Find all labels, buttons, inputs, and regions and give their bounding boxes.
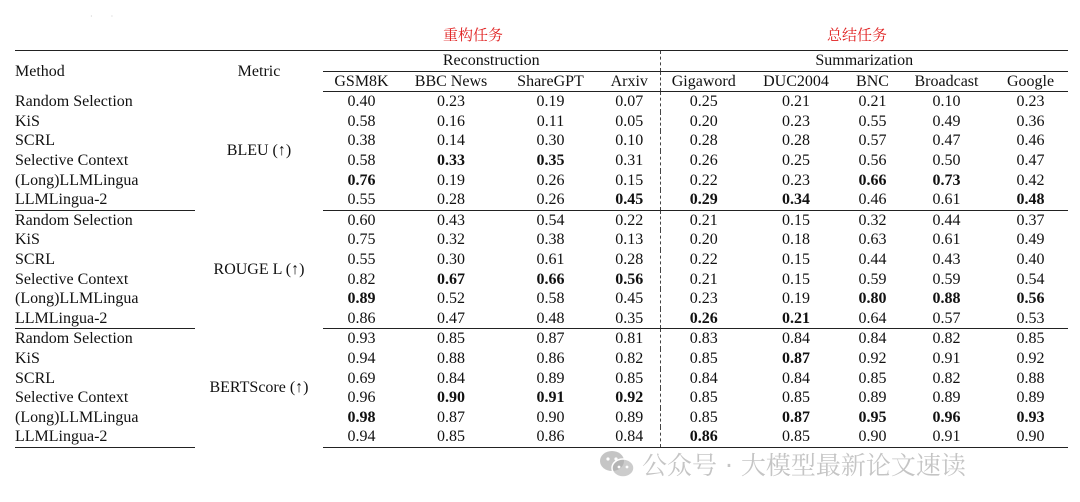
value-cell: 0.84	[782, 369, 810, 387]
wechat-icon	[598, 449, 636, 479]
method-cell: Random Selection	[15, 211, 133, 229]
value-cell: 0.85	[660, 388, 747, 408]
value-cell: 0.56	[615, 270, 644, 288]
group-header-reconstruction: Reconstruction	[323, 51, 660, 72]
method-cell: Random Selection	[15, 330, 133, 348]
value-cell: 0.23	[660, 289, 747, 309]
method-cell: Random Selection	[15, 92, 133, 110]
value-cell: 0.76	[347, 171, 376, 189]
value-cell: 0.81	[615, 330, 644, 348]
value-cell: 0.86	[502, 427, 599, 447]
value-cell: 0.19	[782, 290, 810, 308]
value-cell: 0.58	[347, 151, 376, 169]
value-cell: 0.84	[858, 330, 887, 348]
column-header: Arxiv	[599, 71, 660, 92]
value-cell: 0.60	[347, 211, 376, 229]
method-cell: (Long)LLMLingua	[15, 408, 139, 426]
value-cell: 0.53	[993, 309, 1068, 329]
value-cell: 0.32	[858, 211, 887, 229]
value-cell: 0.21	[782, 93, 810, 111]
value-cell: 0.96	[932, 408, 961, 426]
value-cell: 0.52	[437, 290, 465, 308]
value-cell: 0.86	[536, 349, 565, 367]
value-cell: 0.31	[615, 151, 644, 169]
value-cell: 0.87	[782, 408, 810, 426]
value-cell: 0.61	[536, 250, 565, 268]
value-cell: 0.49	[1016, 231, 1045, 249]
metric-cell: BLEU (↑)	[226, 142, 292, 160]
value-cell: 0.49	[932, 112, 961, 130]
value-cell: 0.84	[599, 427, 660, 447]
column-header: DUC2004	[747, 71, 845, 92]
value-cell: 0.38	[347, 132, 376, 150]
value-cell: 0.87	[782, 349, 810, 367]
value-cell: 0.46	[845, 190, 900, 210]
column-header: Gigaword	[660, 71, 747, 92]
value-cell: 0.90	[536, 408, 565, 426]
value-cell: 0.43	[932, 250, 961, 268]
table-row	[15, 210, 1068, 230]
value-cell: 0.36	[1016, 112, 1045, 130]
value-cell: 0.59	[858, 270, 887, 288]
value-cell: 0.56	[1016, 290, 1045, 308]
table-row	[15, 349, 1068, 369]
value-cell: 0.23	[782, 112, 810, 130]
method-cell: Selective Context	[15, 389, 129, 407]
annotation-reconstruction-cn: 重构任务	[443, 26, 504, 44]
value-cell: 0.59	[932, 270, 961, 288]
table-row	[15, 329, 1068, 349]
value-cell: 0.47	[932, 132, 961, 150]
value-cell: 0.45	[599, 190, 660, 210]
value-cell: 0.88	[437, 349, 465, 367]
table-row	[15, 369, 1068, 389]
column-header: Google	[993, 71, 1068, 92]
value-cell: 0.19	[536, 93, 565, 111]
value-cell: 0.90	[845, 427, 900, 447]
value-cell: 0.91	[932, 349, 961, 367]
scan-specks: · ·	[90, 12, 122, 21]
value-cell: 0.33	[437, 151, 465, 169]
value-cell: 0.85	[858, 369, 887, 387]
value-cell: 0.90	[993, 427, 1068, 447]
value-cell: 0.05	[615, 112, 644, 130]
value-cell: 0.91	[900, 427, 993, 447]
value-cell: 0.26	[660, 309, 747, 329]
value-cell: 0.56	[858, 151, 887, 169]
value-cell: 0.55	[347, 250, 376, 268]
value-cell: 0.83	[660, 329, 747, 349]
value-cell: 0.22	[615, 211, 644, 229]
value-cell: 0.91	[536, 389, 565, 407]
value-cell: 0.21	[660, 270, 747, 290]
value-cell: 0.37	[1016, 211, 1045, 229]
value-cell: 0.28	[660, 131, 747, 151]
results-table	[15, 50, 1068, 448]
table-row	[15, 309, 1068, 329]
value-cell: 0.40	[347, 93, 376, 111]
table-row	[15, 388, 1068, 408]
watermark-text: 公众号 · 大模型最新论文速读	[642, 451, 966, 480]
value-cell: 0.43	[437, 211, 465, 229]
value-cell: 0.21	[660, 210, 747, 230]
value-cell: 0.13	[615, 231, 644, 249]
value-cell: 0.15	[782, 270, 810, 288]
value-cell: 0.96	[347, 389, 376, 407]
method-cell: SCRL	[15, 369, 56, 387]
value-cell: 0.46	[1016, 132, 1045, 150]
value-cell: 0.28	[400, 190, 502, 210]
group-header-summarization: Summarization	[660, 51, 1068, 72]
value-cell: 0.42	[1016, 171, 1045, 189]
table-body	[15, 92, 1068, 448]
value-cell: 0.67	[437, 270, 465, 288]
value-cell: 0.75	[347, 231, 376, 249]
value-cell: 0.21	[747, 309, 845, 329]
value-cell: 0.35	[599, 309, 660, 329]
table-row	[15, 190, 1068, 210]
value-cell: 0.66	[536, 270, 565, 288]
value-cell: 0.90	[437, 389, 465, 407]
value-cell: 0.40	[1016, 250, 1045, 268]
value-cell: 0.69	[347, 369, 376, 387]
watermark	[598, 446, 966, 482]
value-cell: 0.85	[747, 427, 845, 447]
value-cell: 0.95	[858, 408, 887, 426]
metric-cell: BERTScore (↑)	[209, 379, 309, 397]
header-group-row	[15, 51, 1068, 72]
value-cell: 0.23	[437, 93, 465, 111]
value-cell: 0.92	[1016, 349, 1045, 367]
value-cell: 0.25	[782, 151, 810, 169]
value-cell: 0.85	[782, 389, 810, 407]
value-cell: 0.22	[660, 171, 747, 191]
table-row	[15, 250, 1068, 270]
table-row	[15, 131, 1068, 151]
value-cell: 0.82	[347, 270, 376, 288]
value-cell: 0.55	[858, 112, 887, 130]
value-cell: 0.10	[615, 132, 644, 150]
value-cell: 0.58	[536, 290, 565, 308]
value-cell: 0.18	[782, 231, 810, 249]
table-row	[15, 289, 1068, 309]
value-cell: 0.11	[536, 112, 565, 130]
value-cell: 0.30	[536, 132, 565, 150]
value-cell: 0.20	[660, 230, 747, 250]
metric-cell: ROUGE L (↑)	[213, 260, 305, 278]
value-cell: 0.88	[1016, 369, 1045, 387]
method-cell: KiS	[15, 231, 40, 249]
method-cell: KiS	[15, 112, 40, 130]
value-cell: 0.16	[437, 112, 465, 130]
value-cell: 0.85	[400, 427, 502, 447]
value-cell: 0.38	[536, 231, 565, 249]
value-cell: 0.15	[782, 250, 810, 268]
value-cell: 0.45	[615, 290, 644, 308]
value-cell: 0.54	[536, 211, 565, 229]
value-cell: 0.14	[437, 132, 465, 150]
table-row	[15, 92, 1068, 112]
value-cell: 0.92	[858, 349, 887, 367]
column-header: BNC	[845, 71, 900, 92]
method-cell: KiS	[15, 349, 40, 367]
method-cell: (Long)LLMLingua	[15, 290, 139, 308]
value-cell: 0.86	[323, 309, 400, 329]
value-cell: 0.94	[323, 427, 400, 447]
value-cell: 0.47	[400, 309, 502, 329]
value-cell: 0.25	[660, 92, 747, 112]
value-cell: 0.73	[932, 171, 961, 189]
method-header: Method	[15, 51, 195, 92]
value-cell: 0.20	[660, 112, 747, 132]
value-cell: 0.23	[1016, 93, 1045, 111]
value-cell: 0.26	[536, 171, 565, 189]
value-cell: 0.44	[858, 250, 887, 268]
column-header: Broadcast	[900, 71, 993, 92]
annotation-summarization-cn: 总结任务	[827, 26, 888, 44]
value-cell: 0.64	[845, 309, 900, 329]
method-cell: SCRL	[15, 250, 56, 268]
table-row	[15, 112, 1068, 132]
value-cell: 0.93	[347, 330, 376, 348]
value-cell: 0.85	[660, 408, 747, 428]
value-cell: 0.35	[536, 151, 565, 169]
value-cell: 0.82	[932, 330, 961, 348]
method-cell: LLMLingua-2	[15, 427, 195, 447]
value-cell: 0.07	[615, 93, 644, 111]
value-cell: 0.61	[932, 231, 961, 249]
method-cell: Selective Context	[15, 270, 129, 288]
value-cell: 0.82	[932, 369, 961, 387]
value-cell: 0.85	[615, 369, 644, 387]
value-cell: 0.80	[858, 290, 887, 308]
value-cell: 0.22	[660, 250, 747, 270]
method-cell: SCRL	[15, 132, 56, 150]
value-cell: 0.15	[782, 211, 810, 229]
value-cell: 0.63	[858, 231, 887, 249]
value-cell: 0.26	[502, 190, 599, 210]
column-header: BBC News	[400, 71, 502, 92]
value-cell: 0.89	[615, 408, 644, 426]
value-cell: 0.29	[660, 190, 747, 210]
method-cell: LLMLingua-2	[15, 309, 195, 329]
value-cell: 0.92	[615, 389, 644, 407]
column-header: ShareGPT	[502, 71, 599, 92]
value-cell: 0.87	[536, 330, 565, 348]
value-cell: 0.84	[437, 369, 465, 387]
value-cell: 0.61	[900, 190, 993, 210]
value-cell: 0.85	[437, 330, 465, 348]
value-cell: 0.48	[502, 309, 599, 329]
value-cell: 0.66	[858, 171, 887, 189]
value-cell: 0.84	[660, 369, 747, 389]
value-cell: 0.89	[858, 389, 887, 407]
value-cell: 0.58	[347, 112, 376, 130]
value-cell: 0.84	[782, 330, 810, 348]
value-cell: 0.32	[437, 231, 465, 249]
value-cell: 0.21	[858, 93, 887, 111]
value-cell: 0.94	[347, 349, 376, 367]
value-cell: 0.30	[437, 250, 465, 268]
value-cell: 0.88	[932, 290, 961, 308]
value-cell: 0.19	[437, 171, 465, 189]
value-cell: 0.47	[1016, 151, 1045, 169]
value-cell: 0.34	[747, 190, 845, 210]
value-cell: 0.87	[437, 408, 465, 426]
value-cell: 0.50	[932, 151, 961, 169]
value-cell: 0.57	[900, 309, 993, 329]
table-row	[15, 151, 1068, 171]
value-cell: 0.26	[660, 151, 747, 171]
method-cell: LLMLingua-2	[15, 190, 195, 210]
value-cell: 0.57	[858, 132, 887, 150]
table-row	[15, 427, 1068, 447]
method-cell: (Long)LLMLingua	[15, 171, 139, 189]
value-cell: 0.28	[615, 250, 644, 268]
value-cell: 0.55	[323, 190, 400, 210]
table-row	[15, 230, 1068, 250]
value-cell: 0.54	[1016, 270, 1045, 288]
table-row	[15, 171, 1068, 191]
value-cell: 0.89	[1016, 389, 1045, 407]
value-cell: 0.93	[1016, 408, 1045, 426]
value-cell: 0.98	[347, 408, 376, 426]
value-cell: 0.85	[660, 349, 747, 369]
value-cell: 0.89	[932, 389, 961, 407]
column-header: GSM8K	[323, 71, 400, 92]
value-cell: 0.86	[660, 427, 747, 447]
value-cell: 0.82	[615, 349, 644, 367]
value-cell: 0.23	[782, 171, 810, 189]
value-cell: 0.48	[993, 190, 1068, 210]
metric-header: Metric	[195, 51, 323, 92]
value-cell: 0.89	[347, 290, 376, 308]
value-cell: 0.10	[932, 93, 961, 111]
table-row	[15, 408, 1068, 428]
table-row	[15, 270, 1068, 290]
method-cell: Selective Context	[15, 151, 129, 169]
value-cell: 0.44	[932, 211, 961, 229]
value-cell: 0.85	[1016, 330, 1045, 348]
value-cell: 0.28	[782, 132, 810, 150]
value-cell: 0.89	[536, 369, 565, 387]
value-cell: 0.15	[615, 171, 644, 189]
